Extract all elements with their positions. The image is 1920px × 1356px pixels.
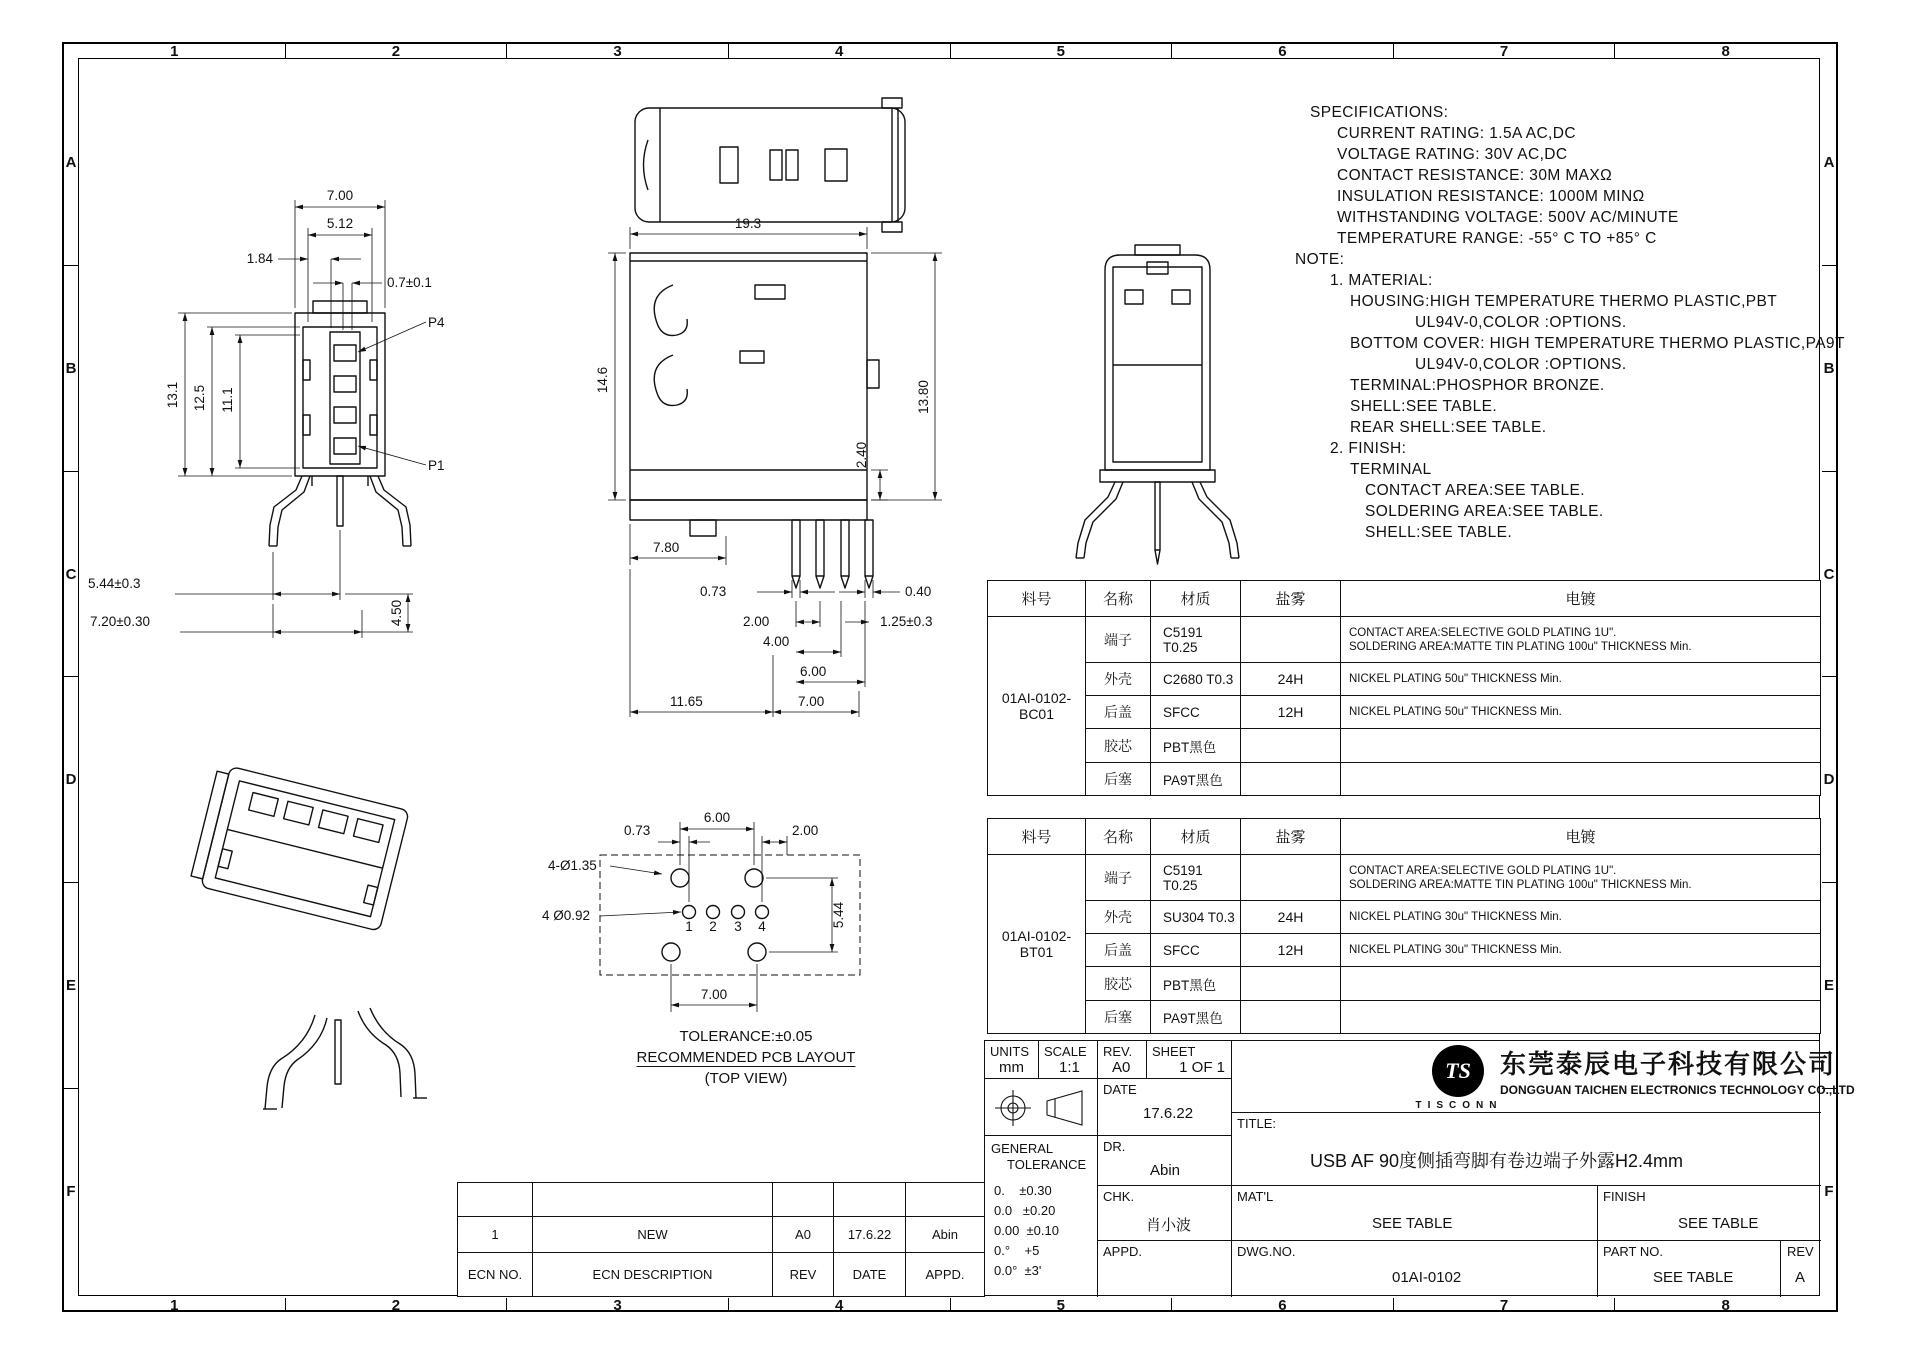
col-header: 料号 bbox=[988, 581, 1086, 617]
company-name-en: DONGGUAN TAICHEN ELECTRONICS TECHNOLOGY CO.,LTD bbox=[1500, 1083, 1855, 1097]
spec-line: INSULATION RESISTANCE: 1000M MINΩ bbox=[1337, 188, 1645, 205]
third-angle-projection-icon bbox=[987, 1083, 1097, 1133]
table-row: 外壳 C2680 T0.3 24H NICKEL PLATING 50u" THICKNESS Min. bbox=[988, 663, 1821, 696]
ecn-empty-row bbox=[458, 1183, 985, 1217]
approved-by-cell: APPD. bbox=[1098, 1241, 1232, 1297]
material-line: BOTTOM COVER: HIGH TEMPERATURE THERMO PLASTIC,PA9T bbox=[1350, 335, 1845, 352]
finish-line: CONTACT AREA:SEE TABLE. bbox=[1365, 482, 1585, 499]
spec-line: WITHSTANDING VOLTAGE: 500V AC/MINUTE bbox=[1337, 209, 1679, 226]
finish-line: TERMINAL bbox=[1350, 461, 1432, 478]
zone-label: 4 bbox=[729, 1298, 951, 1312]
material-line: REAR SHELL:SEE TABLE. bbox=[1350, 419, 1547, 436]
zone-label: F bbox=[66, 1183, 76, 1201]
pcb-hole-label-big: 4-Ø1.35 bbox=[548, 858, 597, 873]
zone-label: C bbox=[64, 472, 78, 678]
zone-label: A bbox=[1822, 60, 1836, 266]
side-view-drawing bbox=[595, 215, 995, 735]
dim-front-height1: 13.1 bbox=[165, 381, 180, 409]
material-line: HOUSING:HIGH TEMPERATURE THERMO PLASTIC,PBT bbox=[1350, 293, 1778, 310]
title-block bbox=[984, 1040, 1855, 1296]
dim-side-g: 6.00 bbox=[800, 664, 827, 679]
material-line: UL94V-0,COLOR :OPTIONS. bbox=[1415, 314, 1627, 331]
dim-front-width3: 1.84 bbox=[246, 251, 273, 266]
dim-pcb-right: 5.44 bbox=[831, 901, 846, 929]
col-header: 材质 bbox=[1151, 819, 1241, 855]
table-row: 后盖 SFCC 12H NICKEL PLATING 50u" THICKNESS Min. bbox=[988, 696, 1821, 729]
dim-front-width: 7.00 bbox=[326, 188, 354, 203]
ecn-col-header: REV bbox=[773, 1253, 834, 1297]
table-header-row bbox=[988, 581, 1821, 617]
part-number-cell: 01AI-0102-BC01 bbox=[988, 617, 1086, 796]
finish-heading: 2. FINISH: bbox=[1330, 440, 1407, 457]
zone-label: 2 bbox=[286, 1298, 508, 1312]
units-cell: UNITS mm bbox=[985, 1041, 1039, 1079]
part-number-cell: 01AI-0102-BT01 bbox=[988, 855, 1086, 1034]
zone-label: 5 bbox=[951, 1298, 1173, 1312]
col-header: 盐雾 bbox=[1241, 819, 1341, 855]
table-row: 后塞 PA9T黑色 bbox=[988, 1001, 1821, 1034]
pcb-pin-number: 4 bbox=[758, 919, 766, 934]
drawing-title: USB AF 90度侧插弯脚有卷边端子外露H2.4mm bbox=[1310, 1151, 1684, 1171]
dim-front-b1: 5.44±0.3 bbox=[88, 576, 141, 591]
table-header-row bbox=[988, 819, 1821, 855]
dim-pcb-bottom: 7.00 bbox=[700, 987, 728, 1002]
pcb-subcaption: (TOP VIEW) bbox=[704, 1070, 788, 1087]
specs-title: SPECIFICATIONS: bbox=[1310, 104, 1449, 121]
material-table-1 bbox=[987, 580, 1821, 796]
col-header: 电镀 bbox=[1341, 581, 1821, 617]
pin-label-p1: P1 bbox=[428, 458, 445, 473]
col-header: 料号 bbox=[988, 819, 1086, 855]
checked-by-value: 肖小波 bbox=[1146, 1217, 1192, 1234]
spec-line: TEMPERATURE RANGE: -55° C TO +85° C bbox=[1337, 230, 1657, 247]
tolerance-line: 0.0° ±3' bbox=[994, 1263, 1042, 1278]
front-view-drawing bbox=[60, 180, 500, 650]
dim-side-a: 7.80 bbox=[653, 540, 680, 555]
dim-pcb-topleft: 0.73 bbox=[624, 823, 651, 838]
front-view-dim-lines bbox=[175, 200, 426, 638]
pcb-holes bbox=[662, 869, 769, 961]
ecn-table bbox=[457, 1182, 985, 1297]
ecn-col-header: APPD. bbox=[906, 1253, 985, 1297]
general-tolerance-cell bbox=[985, 1136, 1098, 1297]
ecn-col-header: ECN NO. bbox=[458, 1253, 533, 1297]
rev-value: A0 bbox=[1112, 1059, 1131, 1076]
zone-label: 1 bbox=[64, 1298, 286, 1312]
side-view-body bbox=[630, 253, 879, 588]
material-line: UL94V-0,COLOR :OPTIONS. bbox=[1415, 356, 1627, 373]
zone-strip-top bbox=[64, 44, 1836, 58]
table-row: 后塞 PA9T黑色 bbox=[988, 763, 1821, 796]
zone-label: B bbox=[64, 266, 78, 472]
col-header: 电镀 bbox=[1341, 819, 1821, 855]
part-no-value: SEE TABLE bbox=[1653, 1269, 1734, 1286]
dim-side-f: 4.00 bbox=[763, 634, 790, 649]
rev-letter-cell: REV A bbox=[1787, 1244, 1814, 1286]
zone-label: D bbox=[64, 677, 78, 883]
dim-side-h3: 2.40 bbox=[854, 441, 869, 469]
part-no-cell: PART NO. SEE TABLE bbox=[1598, 1241, 1781, 1297]
zone-label: A bbox=[64, 60, 78, 266]
company-header-cell bbox=[1232, 1041, 1855, 1113]
specifications-block bbox=[1295, 102, 1845, 543]
pcb-pin-number: 2 bbox=[709, 919, 717, 934]
dim-front-tolerance: 0.7±0.1 bbox=[387, 275, 432, 290]
material-line: TERMINAL:PHOSPHOR BRONZE. bbox=[1350, 377, 1605, 394]
zone-label: 5 bbox=[951, 44, 1173, 58]
table-row: 01AI-0102-BT01 端子 C5191 T0.25 CONTACT AREA:SELECTIVE GOLD PLATING 1U". SOLDERING AREA:MATTE TIN PLATING 100u" THICKNESS Min. bbox=[988, 855, 1821, 901]
units-value: mm bbox=[999, 1059, 1024, 1076]
zone-label: E bbox=[1822, 883, 1836, 1089]
dim-side-i: 7.00 bbox=[798, 694, 825, 709]
dim-pcb-topright: 2.00 bbox=[792, 823, 819, 838]
pcb-hole-label-small: 4 Ø0.92 bbox=[542, 908, 591, 923]
zone-label: D bbox=[1822, 677, 1836, 883]
zone-label: 7 bbox=[1394, 1298, 1616, 1312]
ecn-row: 1 NEW A0 17.6.22 Abin bbox=[458, 1217, 985, 1253]
scale-value: 1:1 bbox=[1059, 1059, 1080, 1076]
zone-strip-bottom bbox=[64, 1298, 1836, 1312]
drawn-by-value: Abin bbox=[1150, 1162, 1181, 1179]
col-header: 名称 bbox=[1086, 581, 1151, 617]
pcb-dim-lines bbox=[600, 822, 838, 1012]
dim-side-width: 19.3 bbox=[734, 216, 762, 231]
tolerance-line: 0.0 ±0.20 bbox=[994, 1203, 1056, 1218]
isometric-view-drawing bbox=[165, 730, 445, 1100]
zone-label: 6 bbox=[1172, 44, 1394, 58]
rear-view-drawing bbox=[1040, 235, 1260, 585]
spec-line: CONTACT RESISTANCE: 30M MAXΩ bbox=[1337, 167, 1613, 184]
material-cell: MAT'L SEE TABLE bbox=[1232, 1186, 1598, 1241]
note-label: NOTE: bbox=[1295, 251, 1345, 268]
dim-side-d: 2.00 bbox=[743, 614, 770, 629]
dim-side-b: 0.73 bbox=[700, 584, 727, 599]
dim-front-height2: 12.5 bbox=[192, 384, 207, 412]
dim-pcb-top: 6.00 bbox=[703, 810, 731, 825]
material-value: SEE TABLE bbox=[1372, 1215, 1453, 1232]
zone-label: 1 bbox=[64, 44, 286, 58]
finish-value: SEE TABLE bbox=[1678, 1215, 1759, 1232]
finish-cell: FINISH SEE TABLE bbox=[1598, 1186, 1821, 1241]
dim-side-e: 1.25±0.3 bbox=[880, 614, 933, 629]
dwg-no-cell: DWG.NO. 01AI-0102 bbox=[1232, 1241, 1598, 1297]
zone-label: E bbox=[64, 883, 78, 1089]
table-row: 胶芯 PBT黑色 bbox=[988, 967, 1821, 1001]
material-line: SHELL:SEE TABLE. bbox=[1350, 398, 1498, 415]
material-table-2 bbox=[987, 818, 1821, 1034]
ecn-col-header: DATE bbox=[834, 1253, 906, 1297]
pcb-caption: RECOMMENDED PCB LAYOUT bbox=[636, 1049, 856, 1066]
date-value: 17.6.22 bbox=[1143, 1105, 1194, 1122]
col-header: 名称 bbox=[1086, 819, 1151, 855]
table-row: 胶芯 PBT黑色 bbox=[988, 729, 1821, 763]
zone-label: 8 bbox=[1721, 42, 1730, 60]
zone-label: 3 bbox=[507, 1298, 729, 1312]
tolerance-line: 0.00 ±0.10 bbox=[994, 1223, 1059, 1238]
tolerance-line: 0.° +5 bbox=[994, 1243, 1040, 1258]
tolerance-label: TOLERANCE bbox=[1007, 1157, 1087, 1172]
zone-label: 3 bbox=[507, 44, 729, 58]
drawn-by-cell: DR. Abin bbox=[1098, 1136, 1232, 1186]
zone-label: 8 bbox=[1721, 1296, 1730, 1314]
dim-side-h2: 13.80 bbox=[916, 380, 931, 414]
checked-by-cell: CHK. 肖小波 bbox=[1098, 1186, 1232, 1241]
dim-front-b2: 4.50 bbox=[389, 599, 404, 627]
dim-side-h1: 14.6 bbox=[595, 366, 610, 394]
rev-cell: REV. A0 bbox=[1098, 1041, 1147, 1079]
scale-cell: SCALE 1:1 bbox=[1039, 1041, 1098, 1079]
brand-name: TISCONN bbox=[1415, 1100, 1503, 1111]
zone-label: C bbox=[1822, 472, 1836, 678]
table-row: 01AI-0102-BC01 端子 C5191 T0.25 CONTACT AREA:SELECTIVE GOLD PLATING 1U". SOLDERING AREA:MATTE TIN PLATING 100u" THICKNESS Min. bbox=[988, 617, 1821, 663]
zone-label: 6 bbox=[1172, 1298, 1394, 1312]
material-heading: 1. MATERIAL: bbox=[1330, 272, 1433, 289]
company-name-cn: 东莞泰辰电子科技有限公司 bbox=[1500, 1049, 1837, 1079]
title-cell: TITLE: USB AF 90度侧插弯脚有卷边端子外露H2.4mm bbox=[1232, 1113, 1821, 1186]
sheet-cell: SHEET 1 OF 1 bbox=[1147, 1041, 1232, 1079]
ecn-header-row bbox=[458, 1253, 985, 1297]
dwg-no-value: 01AI-0102 bbox=[1392, 1269, 1462, 1286]
pcb-caption-block bbox=[596, 1026, 896, 1089]
dim-side-h: 11.65 bbox=[670, 694, 703, 709]
rev-letter-value: A bbox=[1795, 1269, 1806, 1286]
dim-front-height3: 11.1 bbox=[220, 387, 235, 413]
dim-front-b3: 7.20±0.30 bbox=[90, 614, 150, 629]
finish-line: SHELL:SEE TABLE. bbox=[1365, 524, 1513, 541]
table-row: 后盖 SFCC 12H NICKEL PLATING 30u" THICKNESS Min. bbox=[988, 934, 1821, 967]
date-cell: DATE 17.6.22 bbox=[1098, 1079, 1232, 1136]
spec-line: VOLTAGE RATING: 30V AC,DC bbox=[1337, 146, 1568, 163]
spec-line: CURRENT RATING: 1.5A AC,DC bbox=[1337, 125, 1576, 142]
pcb-pin-number: 1 bbox=[685, 919, 693, 934]
pcb-pin-number: 3 bbox=[734, 919, 742, 934]
projection-symbol-cell bbox=[985, 1079, 1098, 1136]
pcb-outline bbox=[600, 855, 860, 975]
zone-label: 2 bbox=[286, 44, 508, 58]
pin-label-p4: P4 bbox=[428, 315, 445, 330]
col-header: 材质 bbox=[1151, 581, 1241, 617]
sheet-value: 1 OF 1 bbox=[1179, 1059, 1225, 1076]
tolerance-line: 0. ±0.30 bbox=[994, 1183, 1052, 1198]
zone-label: 4 bbox=[729, 44, 951, 58]
zone-label: 7 bbox=[1394, 44, 1616, 58]
col-header: 盐雾 bbox=[1241, 581, 1341, 617]
table-row: 外壳 SU304 T0.3 24H NICKEL PLATING 30u" THICKNESS Min. bbox=[988, 901, 1821, 934]
dim-side-c: 0.40 bbox=[905, 584, 932, 599]
finish-line: SOLDERING AREA:SEE TABLE. bbox=[1365, 503, 1604, 520]
general-label: GENERAL bbox=[991, 1141, 1054, 1156]
ecn-col-header: ECN DESCRIPTION bbox=[533, 1253, 773, 1297]
pcb-tolerance-note: TOLERANCE:±0.05 bbox=[679, 1028, 813, 1045]
company-logo: TS bbox=[1432, 1045, 1484, 1097]
dim-front-width2: 5.12 bbox=[326, 216, 354, 231]
zone-label: F bbox=[1824, 1183, 1834, 1201]
zone-label: B bbox=[1822, 266, 1836, 472]
